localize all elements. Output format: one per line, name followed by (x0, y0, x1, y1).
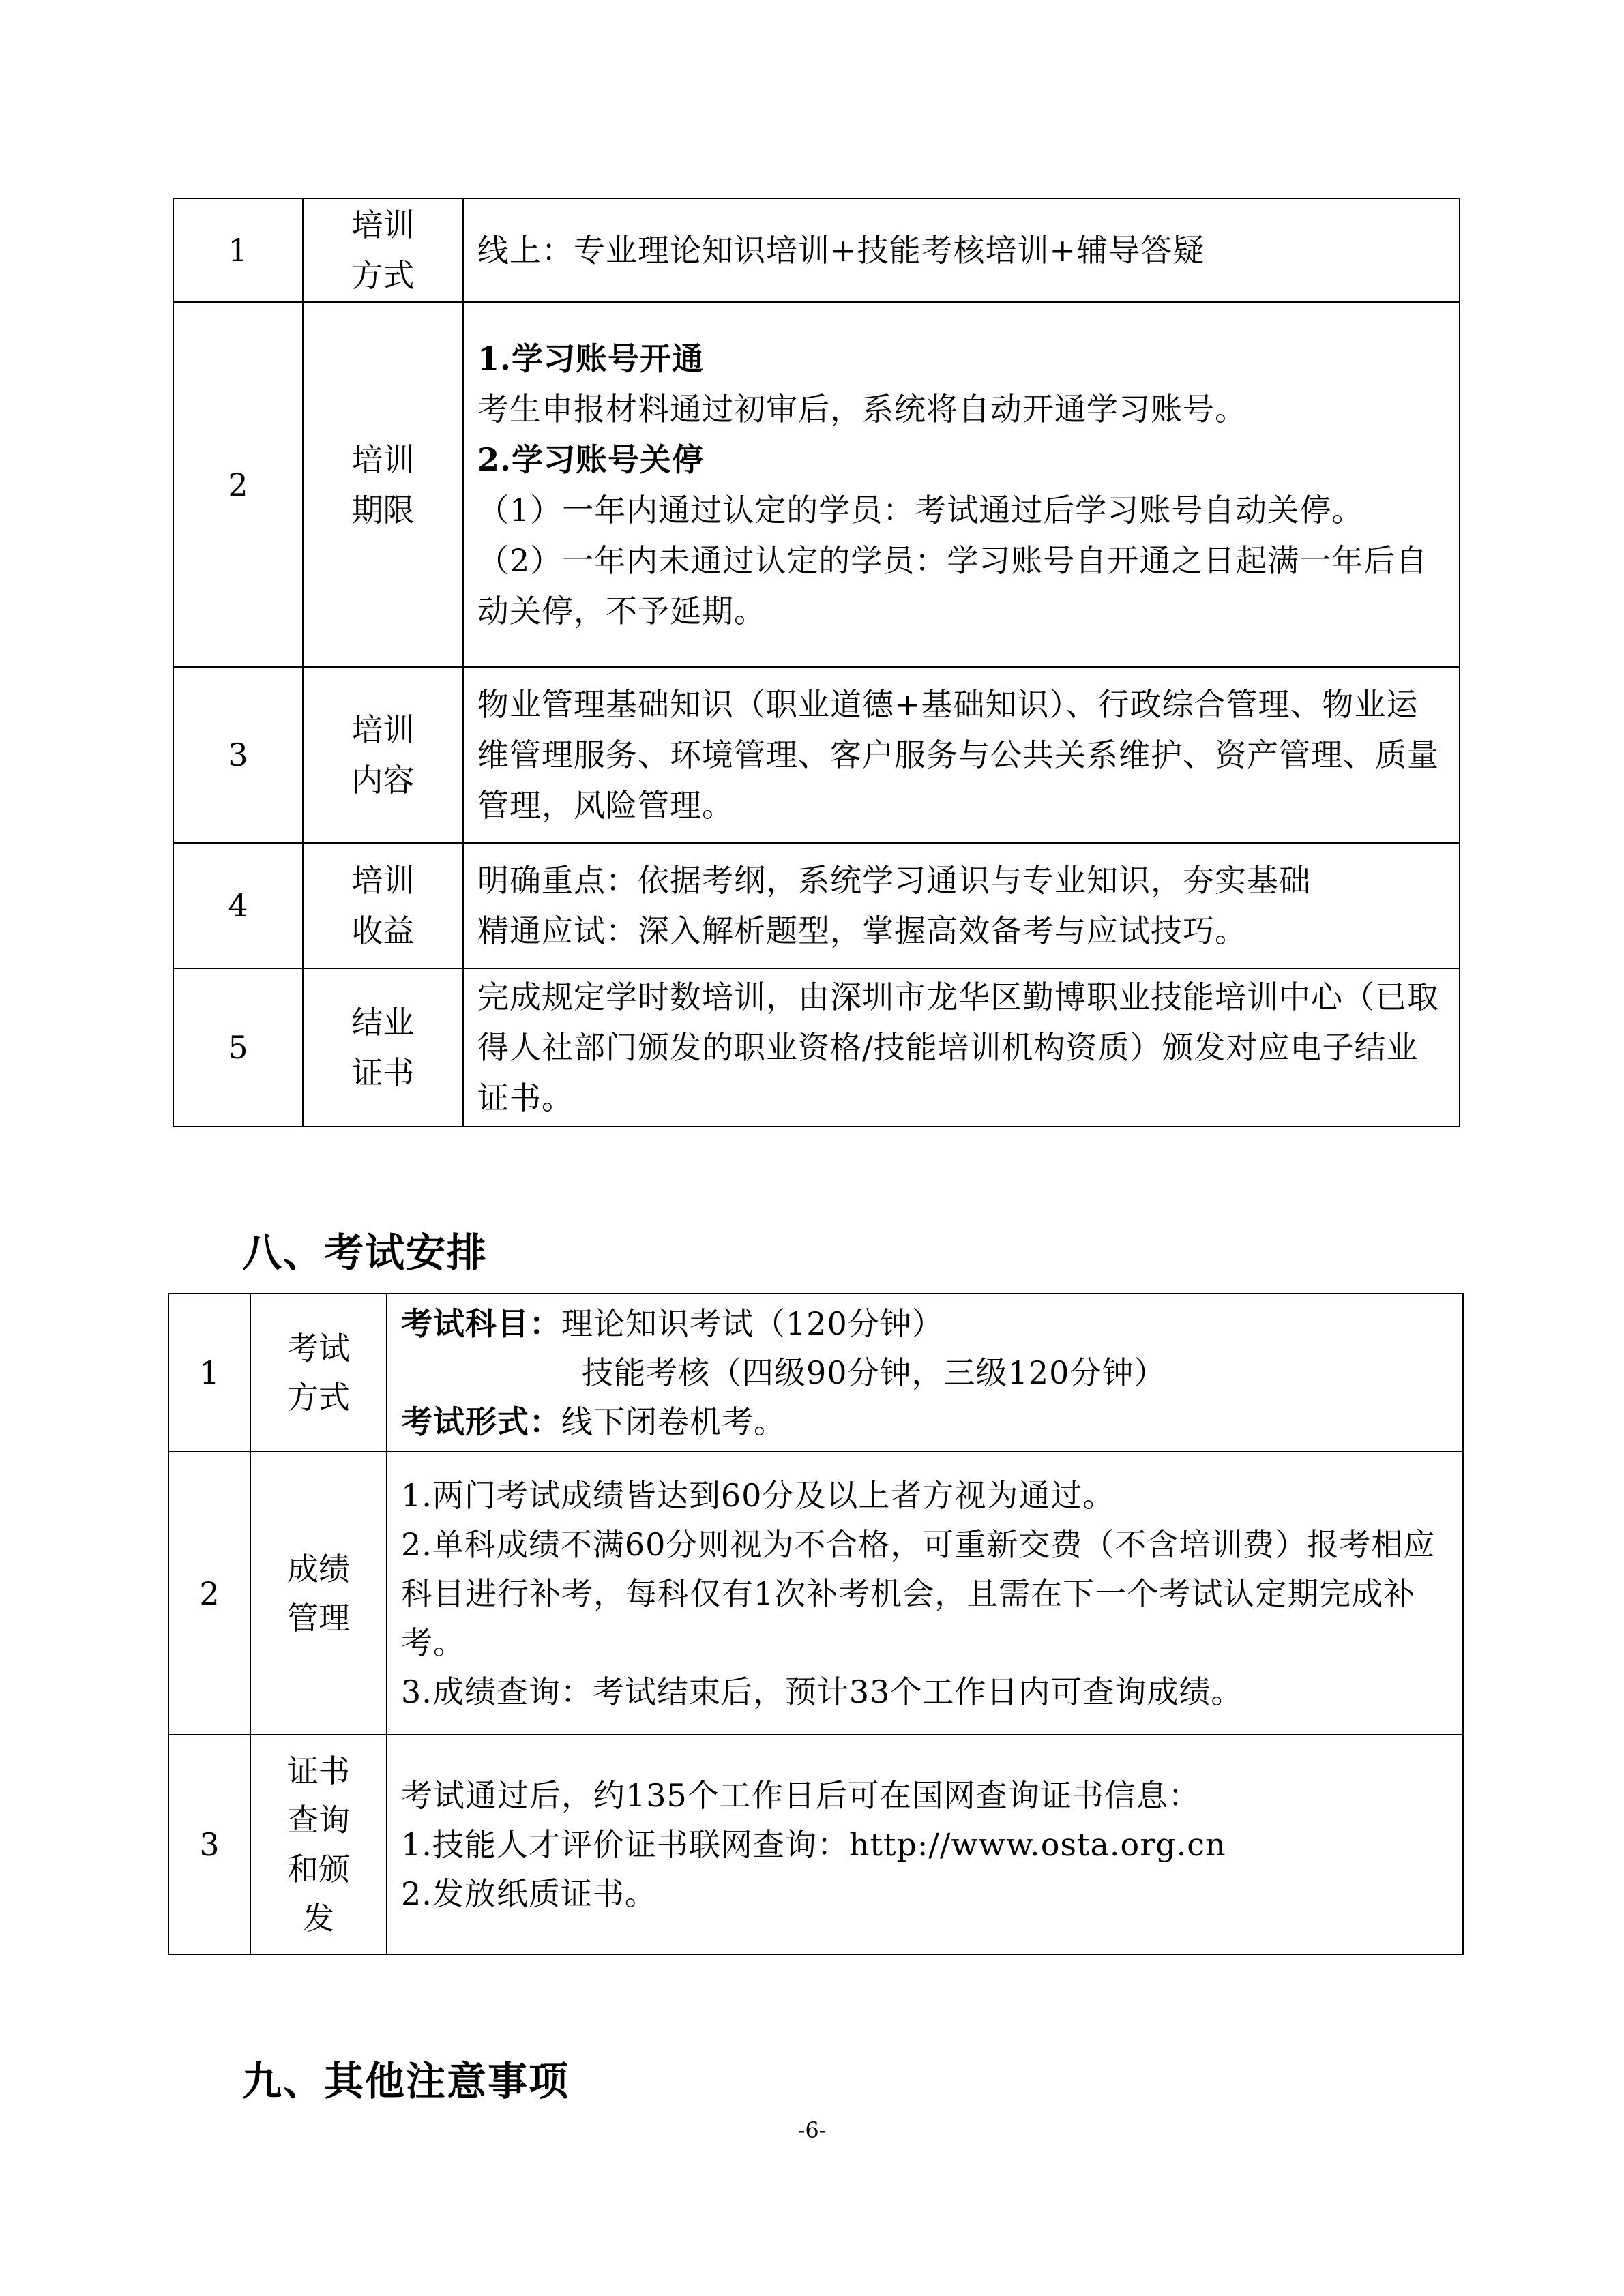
category-text: 查询 (287, 1802, 350, 1838)
content-line (477, 535, 1448, 636)
table-row (173, 198, 1460, 302)
category-text: 培训 (351, 862, 415, 899)
content-label: 考试形式： (401, 1403, 561, 1440)
row-category (303, 843, 463, 968)
content-text: （2）一年内未通过认定的学员：学习账号自开通之日起满一年后自动关停，不予延期。 (477, 541, 1428, 629)
content-line (401, 1820, 1451, 1869)
row-number: 1 (173, 198, 303, 302)
content-text: 2.发放纸质证书。 (401, 1875, 657, 1912)
content-line (401, 1869, 1451, 1918)
content-text: 考试通过后，约135个工作日后可在国网查询证书信息： (401, 1777, 1200, 1814)
row-number: 2 (168, 1452, 250, 1735)
table-row (168, 1294, 1463, 1452)
row-category (303, 968, 463, 1127)
content-line (401, 1667, 1451, 1716)
content-text: 2.单科成绩不满60分则视为不合格，可重新交费（不含培训费）报考相应科目进行补考，每科仅有1次补考机会，且需在下一个考试认定期完成补考。 (401, 1525, 1436, 1661)
table-row (173, 667, 1460, 843)
category-text: 和颁 (287, 1851, 350, 1888)
row-number: 3 (168, 1735, 250, 1954)
table-row (168, 1452, 1463, 1735)
content-line (477, 855, 1448, 906)
content-text: 1.技能人才评价证书联网查询：http://www.osta.org.cn (401, 1826, 1226, 1863)
row-number: 1 (168, 1294, 250, 1452)
content-text: 线上：专业理论知识培训+技能考核培训+辅导答疑 (477, 232, 1205, 269)
section-heading-notes: 九、其他注意事项 (242, 2058, 570, 2104)
content-label: 考试科目： (401, 1305, 561, 1342)
content-text: 1.学习账号开通 (477, 340, 705, 377)
row-number: 4 (173, 843, 303, 968)
content-text: 考生申报材料通过初审后，系统将自动开通学习账号。 (477, 390, 1247, 428)
content-text: 1.两门考试成绩皆达到60分及以上者方视为通过。 (401, 1476, 1115, 1514)
category-text: 收益 (351, 912, 415, 949)
row-content (463, 843, 1460, 968)
content-text: 完成规定学时数培训，由深圳市龙华区勤博职业技能培训中心（已取得人社部门颁发的职业资格/技能培训机构资质）颁发对应电子结业证书。 (477, 979, 1439, 1116)
content-text: 精通应试：深入解析题型，掌握高效备考与应试技巧。 (477, 912, 1247, 949)
content-line (477, 906, 1448, 956)
row-content (463, 302, 1460, 667)
category-text: 考试 (287, 1330, 350, 1367)
category-text: 发 (303, 1900, 334, 1937)
row-content (463, 968, 1460, 1127)
content-text: 技能考核（四级90分钟，三级120分钟） (582, 1354, 1166, 1391)
content-text: 2.学习账号关停 (477, 441, 705, 478)
table-row (173, 843, 1460, 968)
exam-table (168, 1293, 1464, 1955)
row-category (303, 302, 463, 667)
table-row (168, 1735, 1463, 1954)
content-line (477, 485, 1448, 535)
content-text: 3.成绩查询：考试结束后，预计33个工作日内可查询成绩。 (401, 1673, 1243, 1710)
content-line (477, 225, 1448, 275)
row-category (250, 1452, 387, 1735)
category-text: 结业 (351, 1004, 415, 1041)
content-line (401, 1348, 1451, 1397)
row-category (303, 198, 463, 302)
content-text: （1）一年内通过认定的学员：考试通过后学习账号自动关停。 (477, 491, 1364, 528)
content-line (401, 1397, 1451, 1446)
training-table (173, 198, 1460, 1127)
category-text: 内容 (351, 762, 415, 799)
content-text: 线下闭卷机考。 (561, 1403, 786, 1440)
content-text: 物业管理基础知识（职业道德+基础知识）、行政综合管理、物业运维管理服务、环境管理、客户服务与公共关系维护、资产管理、质量管理，风险管理。 (477, 686, 1439, 824)
page-number: -6- (797, 2117, 827, 2143)
row-number: 5 (173, 968, 303, 1127)
row-content (387, 1452, 1463, 1735)
content-line (401, 1520, 1451, 1667)
row-number: 2 (173, 302, 303, 667)
category-text: 方式 (287, 1379, 350, 1416)
category-text: 管理 (287, 1599, 350, 1637)
content-line (401, 1299, 1451, 1348)
content-line (401, 1471, 1451, 1520)
content-text: 理论知识考试（120分钟） (561, 1305, 944, 1342)
row-category (250, 1735, 387, 1954)
category-text: 培训 (351, 711, 415, 748)
row-category (250, 1294, 387, 1452)
row-content (387, 1294, 1463, 1452)
section-heading-exam: 八、考试安排 (242, 1229, 488, 1276)
content-line (477, 333, 1448, 384)
content-line (401, 1771, 1451, 1820)
category-text: 成绩 (287, 1550, 350, 1587)
row-content (463, 667, 1460, 843)
table-row (173, 968, 1460, 1127)
row-number: 3 (173, 667, 303, 843)
content-text: 明确重点：依据考纲，系统学习通识与专业知识，夯实基础 (477, 862, 1311, 899)
content-line (477, 434, 1448, 485)
content-line (477, 384, 1448, 434)
content-line (477, 972, 1448, 1123)
category-text: 期限 (351, 491, 415, 528)
row-content (387, 1735, 1463, 1954)
content-line (477, 679, 1448, 831)
category-text: 培训 (351, 441, 415, 478)
category-text: 方式 (351, 257, 415, 294)
table-row (173, 302, 1460, 667)
row-content (463, 198, 1460, 302)
category-text: 证书 (351, 1054, 415, 1091)
category-text: 培训 (351, 207, 415, 243)
category-text: 证书 (287, 1753, 350, 1789)
row-category (303, 667, 463, 843)
